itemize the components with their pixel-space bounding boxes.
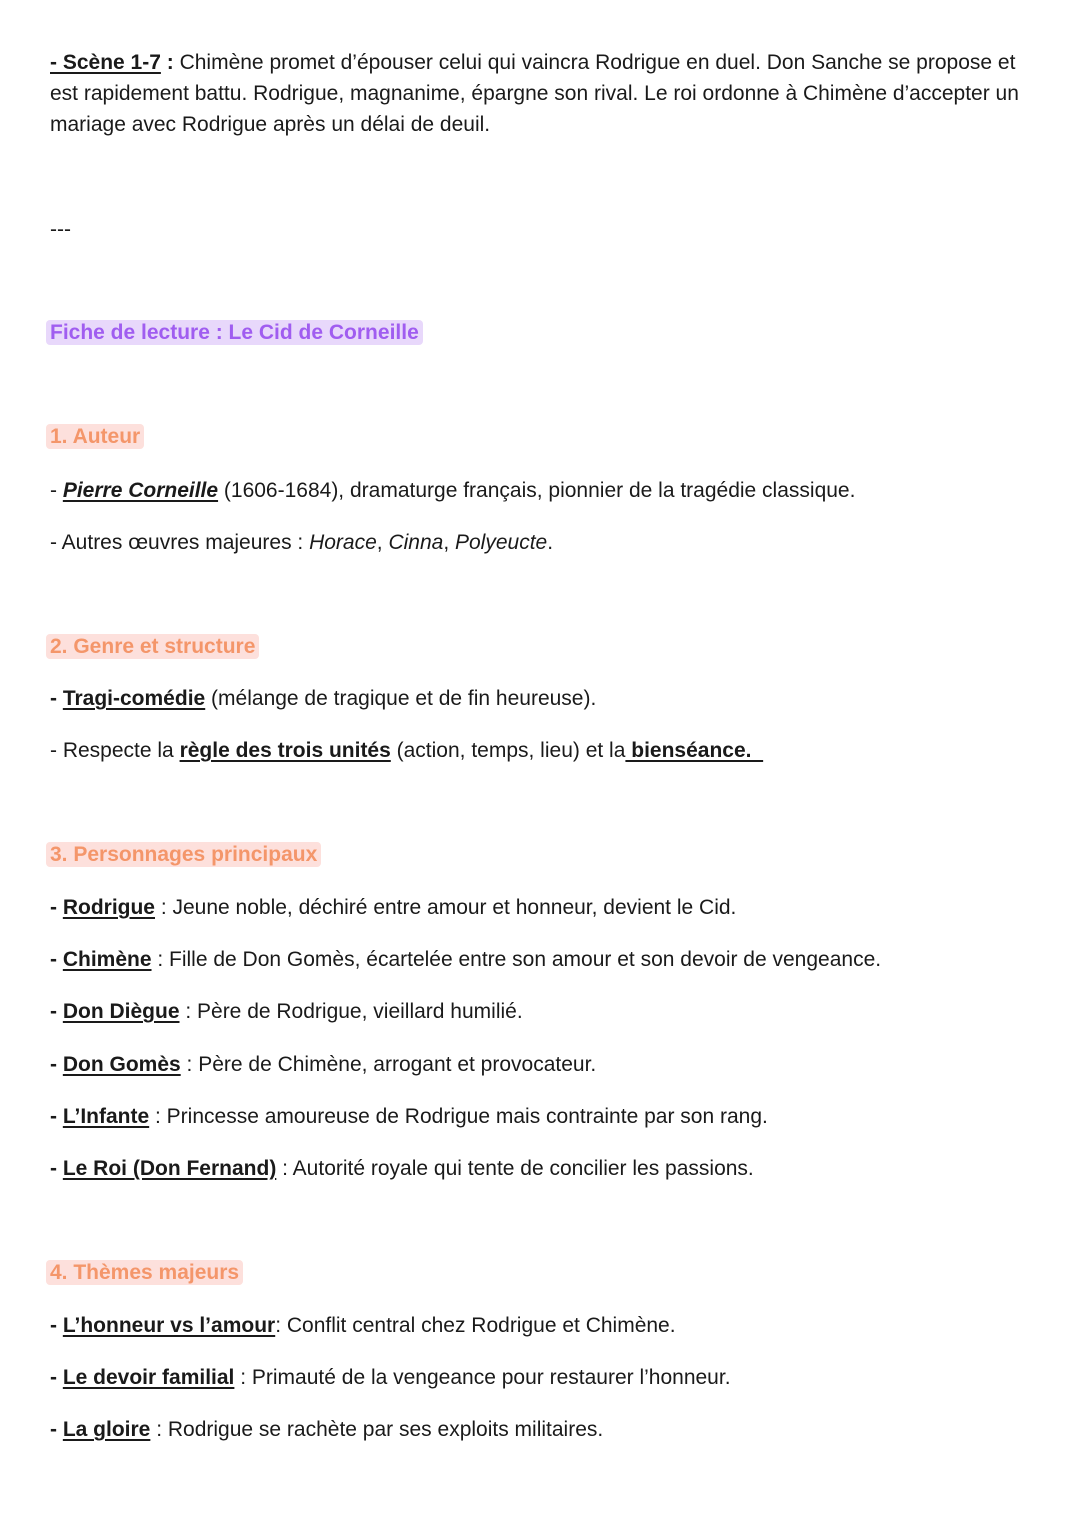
scene-label: - Scène 1-7 (50, 51, 161, 74)
character-name: Don Gomès (62, 1053, 181, 1076)
section-themes-heading-line (50, 1257, 1040, 1288)
theme-name: Le devoir familial (62, 1366, 235, 1389)
rule-three-unities: règle des trois unités (179, 739, 391, 762)
divider: --- (50, 218, 71, 241)
rule-prefix: - Respecte la (50, 739, 180, 762)
genre-line-1 (50, 683, 1040, 714)
section-heading-themes: 4. Thèmes majeurs (46, 1260, 243, 1285)
comma: , (376, 531, 389, 554)
dash: - (50, 1105, 63, 1128)
section-auteur-heading-line (50, 421, 1040, 452)
dash: - (50, 1418, 63, 1441)
character-name: Rodrigue (62, 896, 155, 919)
character-desc: : Père de Rodrigue, vieillard humilié. (179, 1000, 523, 1023)
theme-desc: : Primauté de la vengeance pour restaurer l’honneur. (234, 1366, 731, 1389)
section-heading-personnages: 3. Personnages principaux (46, 842, 321, 867)
character-name: Chimène (62, 948, 152, 971)
character-name: Don Diègue (62, 1000, 180, 1023)
genre-desc: (mélange de tragique et de fin heureuse). (205, 687, 597, 710)
dash: - (50, 687, 63, 710)
section-personnages-heading-line (50, 839, 1040, 870)
character-desc: : Autorité royale qui tente de concilier les passions. (276, 1157, 754, 1180)
theme-name: La gloire (62, 1418, 151, 1441)
character-item (50, 892, 1040, 923)
genre-line-2 (50, 735, 1040, 766)
auteur-line-2 (50, 527, 1040, 558)
dash: - (50, 896, 63, 919)
character-item (50, 996, 1040, 1027)
dash: - (50, 1157, 63, 1180)
character-desc: : Père de Chimène, arrogant et provocateur. (180, 1053, 597, 1076)
theme-item (50, 1414, 1040, 1445)
auteur-line-1 (50, 475, 1040, 506)
dash: - (50, 479, 63, 502)
theme-desc: : Conflit central chez Rodrigue et Chimène. (275, 1314, 676, 1337)
scene-text: Chimène promet d’épouser celui qui vaincra Rodrigue en duel. Don Sanche se propose et est rapidement battu. Rodrigue, magnanime, épargne son rival. Le roi ordonne à Chimène d’accepter un mariage avec Rodrigue après un délai de deuil. (50, 51, 1019, 136)
scene-sep: : (160, 51, 180, 74)
rule-bienseance: bienséance. (625, 739, 764, 762)
character-item (50, 1049, 1040, 1080)
character-item (50, 1101, 1040, 1132)
character-desc: : Jeune noble, déchiré entre amour et honneur, devient le Cid. (155, 896, 737, 919)
section-genre-heading-line (50, 631, 1040, 662)
dash: - (50, 948, 63, 971)
period: . (547, 531, 554, 554)
author-desc: (1606-1684), dramaturge français, pionnier de la tragédie classique. (218, 479, 856, 502)
page-title-line (50, 317, 1040, 348)
theme-name: L’honneur vs l’amour (62, 1314, 276, 1337)
theme-desc: : Rodrigue se rachète par ses exploits militaires. (150, 1418, 604, 1441)
theme-item (50, 1362, 1040, 1393)
scene-1-7-paragraph (50, 47, 1040, 140)
dash: - (50, 1000, 63, 1023)
theme-item (50, 1310, 1040, 1341)
work-polyeucte: Polyeucte (455, 531, 548, 554)
work-horace: Horace (309, 531, 377, 554)
dash: - (50, 1366, 63, 1389)
character-name: Le Roi (Don Fernand) (62, 1157, 277, 1180)
section-heading-auteur: 1. Auteur (46, 424, 144, 449)
character-name: L’Infante (62, 1105, 150, 1128)
author-name: Pierre Corneille (62, 479, 219, 502)
dash: - (50, 1053, 63, 1076)
genre-term: Tragi-comédie (62, 687, 206, 710)
character-desc: : Princesse amoureuse de Rodrigue mais contrainte par son rang. (149, 1105, 768, 1128)
work-cinna: Cinna (388, 531, 444, 554)
section-heading-genre: 2. Genre et structure (46, 634, 259, 659)
works-prefix: - Autres œuvres majeures : (50, 531, 310, 554)
comma: , (443, 531, 455, 554)
character-item (50, 1153, 1040, 1184)
character-desc: : Fille de Don Gomès, écartelée entre son amour et son devoir de vengeance. (151, 948, 882, 971)
character-item (50, 944, 1040, 975)
rule-mid: (action, temps, lieu) et la (390, 739, 626, 762)
page-title: Fiche de lecture : Le Cid de Corneille (46, 320, 423, 345)
dash: - (50, 1314, 63, 1337)
